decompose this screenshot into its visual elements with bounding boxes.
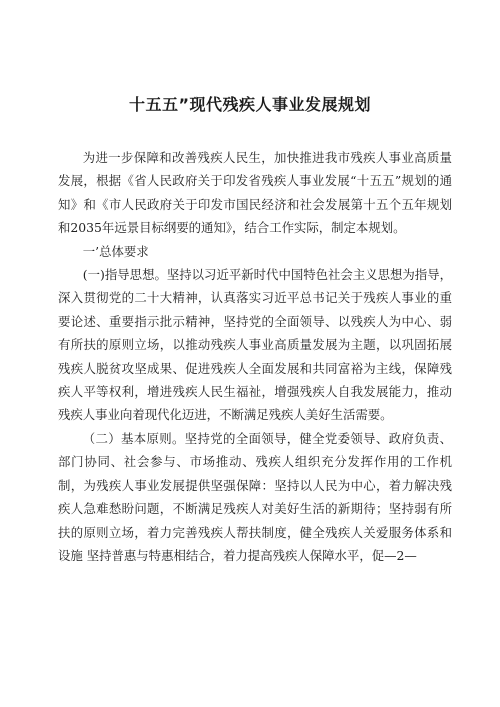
document-body [58, 146, 452, 567]
section-heading-general-requirements: 一’总体要求 [82, 243, 149, 259]
guiding-ideology-paragraph: (一)指导思想。坚持以习近平新时代中国特色社会主义思想为指导，深入贯彻党的二十大精神，认真落实习近平总书记关于残疾人事业的重要论述、重要指示批示精神，坚持党的全面领导、以残疾人为中心、弱有所扶的原则立场，以推动残疾人事业高质量发展为主题，以巩固拓展残疾人脱贫攻坚成果、促进残疾人全面发展和共同富裕为主线，保障残疾人平等权利，增进残疾人民生福祉，增强残疾人自我发展能力，推动残疾人事业向着现代化迈进，不断满足残疾人美好生活需要。 [58, 267, 452, 423]
intro-paragraph: 为进一步保障和改善残疾人民生，加快推进我市残疾人事业高质量发展，根据《省人民政府关于印发省残疾人事业发展“十五五”规划的通知》和《市人民政府关于印发市国民经济和社会发展第十五个五年规划和2035年远景目标纲要的通知》，结合工作实际，制定本规划。 [58, 150, 452, 236]
basic-principles-paragraph: （二）基本原则。坚持党的全面领导，健全党委领导、政府负责、部门协同、社会参与、市场推动、残疾人组织充分发挥作用的工作机制，为残疾人事业发展提供坚强保障：坚持以人民为中心，着力解决残疾人急难愁盼问题，不断满足残疾人对美好生活的新期待；坚持弱有所扶的原则立场，着力完善残疾人帮扶制度，健全残疾人关爱服务体系和设施 坚持普惠与特惠相结合，着力提高残疾人保障水平，促—2— [58, 430, 452, 563]
document-title: 十五五”现代残疾人事业发展规划 [128, 95, 372, 114]
